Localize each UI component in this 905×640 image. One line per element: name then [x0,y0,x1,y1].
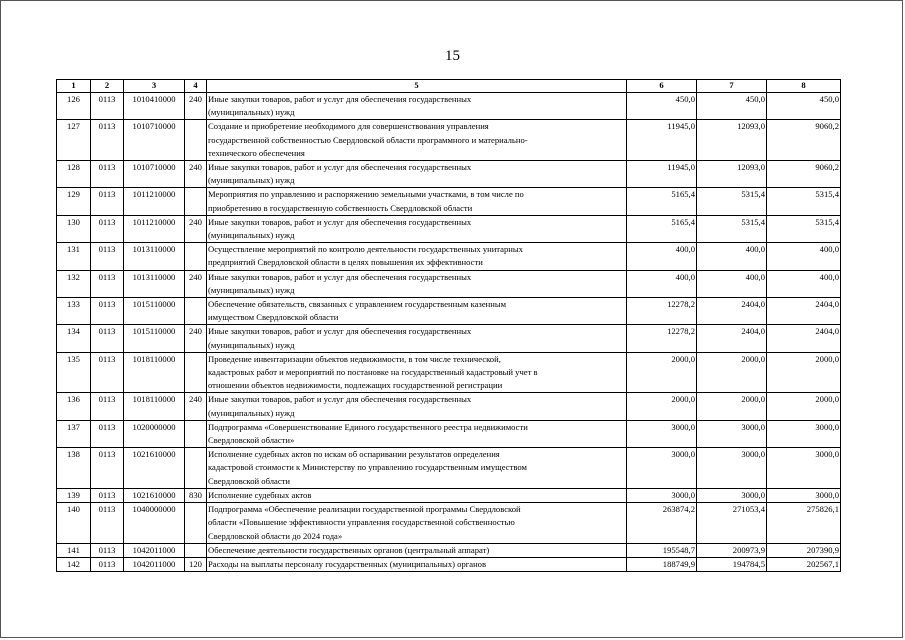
description-cell [207,420,627,447]
table-row [57,557,841,571]
target-code-cell: 1020000000 [124,420,185,447]
description-line: Проведение инвентаризации объектов недвижимости, в том числе технической, [208,353,501,364]
amount-col7-cell: 200973,9 [697,543,767,557]
expense-type-cell [185,543,207,557]
section-code-cell: 0113 [91,93,124,120]
target-code-cell: 1040000000 [124,503,185,544]
amount-col7-cell: 3000,0 [697,420,767,447]
row-number-cell: 137 [57,420,91,447]
amount-col7-cell: 2404,0 [697,325,767,352]
amount-col6-cell: 400,0 [627,270,697,297]
header-cell: 6 [627,80,697,93]
amount-col6-cell: 5165,4 [627,215,697,242]
budget-table [56,79,841,572]
header-row [57,80,841,93]
expense-type-cell [185,298,207,325]
amount-col8-cell: 400,0 [767,270,841,297]
description-line: Подпрограмма «Обеспечение реализации государственной программы Свердловской [208,504,521,515]
amount-col7-cell: 450,0 [697,93,767,120]
target-code-cell: 1011210000 [124,215,185,242]
description-line: Свердловской области» [208,435,295,446]
row-number-cell: 127 [57,120,91,161]
expense-type-cell [185,420,207,447]
section-code-cell: 0113 [91,543,124,557]
description-line: предприятий Свердловской области в целях повышения их эффективности [208,257,483,268]
amount-col7-cell: 3000,0 [697,488,767,502]
description-cell [207,188,627,215]
expense-type-cell [185,352,207,393]
expense-type-cell: 240 [185,325,207,352]
table-row [57,93,841,120]
description-cell [207,120,627,161]
description-line: Осуществление мероприятий по контролю деятельности государственных унитарных [208,244,523,255]
description-line: области «Повышение эффективности управления государственной собственностью [208,517,515,528]
row-number-cell: 133 [57,298,91,325]
section-code-cell: 0113 [91,161,124,188]
amount-col7-cell: 2404,0 [697,298,767,325]
amount-col8-cell: 2404,0 [767,325,841,352]
target-code-cell: 1021610000 [124,448,185,489]
table-row [57,393,841,420]
header-cell: 5 [207,80,627,93]
expense-type-cell [185,503,207,544]
target-code-cell: 1011210000 [124,188,185,215]
amount-col7-cell: 400,0 [697,270,767,297]
expense-type-cell [185,188,207,215]
amount-col8-cell: 450,0 [767,93,841,120]
target-code-cell: 1010410000 [124,93,185,120]
amount-col7-cell: 271053,4 [697,503,767,544]
target-code-cell: 1015110000 [124,298,185,325]
table-body [57,93,841,572]
row-number-cell: 126 [57,93,91,120]
description-cell [207,270,627,297]
row-number-cell: 132 [57,270,91,297]
target-code-cell: 1018110000 [124,352,185,393]
amount-col8-cell: 3000,0 [767,448,841,489]
table-row [57,352,841,393]
amount-col8-cell: 5315,4 [767,215,841,242]
amount-col7-cell: 3000,0 [697,448,767,489]
description-line: кадастровых работ и мероприятий по постановке на государственный кадастровый учет в [208,367,538,378]
amount-col6-cell: 12278,2 [627,298,697,325]
amount-col7-cell: 2000,0 [697,393,767,420]
description-cell [207,298,627,325]
section-code-cell: 0113 [91,188,124,215]
table-row [57,188,841,215]
row-number-cell: 140 [57,503,91,544]
description-line: (муниципальных) нужд [208,407,295,418]
header-cell: 7 [697,80,767,93]
table-row [57,215,841,242]
description-line: Свердловской области до 2024 года» [208,530,343,541]
description-line: имуществом Свердловской области [208,312,339,323]
table-row [57,298,841,325]
expense-type-cell: 240 [185,215,207,242]
row-number-cell: 134 [57,325,91,352]
description-line: технического обеспечения [208,147,305,158]
section-code-cell: 0113 [91,420,124,447]
amount-col6-cell: 188749,9 [627,557,697,571]
description-line: Иные закупки товаров, работ и услуг для обеспечения государственных [208,394,472,405]
description-line: кадастровой стоимости к Министерству по управлению государственным имуществом [208,462,527,473]
description-line: Подпрограмма «Совершенствование Единого государственного реестра недвижимости [208,421,528,432]
section-code-cell: 0113 [91,352,124,393]
amount-col6-cell: 195548,7 [627,543,697,557]
section-code-cell: 0113 [91,120,124,161]
expense-type-cell: 120 [185,557,207,571]
description-cell [207,557,627,571]
table-row [57,488,841,502]
description-line: (муниципальных) нужд [208,339,295,350]
description-line: Исполнение судебных актов [208,489,312,500]
description-cell [207,503,627,544]
row-number-cell: 129 [57,188,91,215]
amount-col6-cell: 5165,4 [627,188,697,215]
amount-col7-cell: 12093,0 [697,161,767,188]
amount-col8-cell: 3000,0 [767,488,841,502]
description-cell [207,215,627,242]
description-cell [207,352,627,393]
header-cell: 2 [91,80,124,93]
table-row [57,270,841,297]
amount-col8-cell: 2404,0 [767,298,841,325]
amount-col7-cell: 2000,0 [697,352,767,393]
row-number-cell: 138 [57,448,91,489]
amount-col7-cell: 5315,4 [697,215,767,242]
description-cell [207,325,627,352]
amount-col6-cell: 3000,0 [627,448,697,489]
section-code-cell: 0113 [91,298,124,325]
row-number-cell: 139 [57,488,91,502]
description-line: Обеспечение деятельности государственных органов (центральный аппарат) [208,544,490,555]
target-code-cell: 1021610000 [124,488,185,502]
target-code-cell: 1042011000 [124,557,185,571]
description-line: отношении объектов недвижимости, подлежащих государственной регистрации [208,380,503,391]
amount-col7-cell: 400,0 [697,243,767,270]
amount-col8-cell: 3000,0 [767,420,841,447]
description-line: Иные закупки товаров, работ и услуг для обеспечения государственных [208,216,472,227]
description-cell [207,161,627,188]
header-cell: 4 [185,80,207,93]
header-cell: 3 [124,80,185,93]
description-cell [207,448,627,489]
expense-type-cell: 240 [185,270,207,297]
amount-col6-cell: 3000,0 [627,488,697,502]
expense-type-cell [185,448,207,489]
header-cell: 1 [57,80,91,93]
description-line: Иные закупки товаров, работ и услуг для обеспечения государственных [208,271,472,282]
section-code-cell: 0113 [91,503,124,544]
description-line: государственной собственностью Свердловской области программного и материально- [208,134,528,145]
amount-col8-cell: 2000,0 [767,393,841,420]
section-code-cell: 0113 [91,243,124,270]
table-row [57,503,841,544]
expense-type-cell [185,243,207,270]
amount-col8-cell: 202567,1 [767,557,841,571]
row-number-cell: 141 [57,543,91,557]
description-line: Мероприятия по управлению и распоряжению земельными участками, в том числе по [208,189,524,200]
expense-type-cell [185,120,207,161]
description-line: (муниципальных) нужд [208,107,295,118]
section-code-cell: 0113 [91,393,124,420]
table-row [57,161,841,188]
description-cell [207,488,627,502]
amount-col8-cell: 275826,1 [767,503,841,544]
description-line: приобретению в государственную собственность Свердловской области [208,202,473,213]
table-row [57,420,841,447]
description-cell [207,93,627,120]
expense-type-cell: 240 [185,93,207,120]
expense-type-cell: 240 [185,161,207,188]
amount-col8-cell: 9060,2 [767,161,841,188]
description-line: Обеспечение обязательств, связанных с управлением государственным казенным [208,299,507,310]
expense-type-cell: 240 [185,393,207,420]
description-cell [207,243,627,270]
amount-col7-cell: 12093,0 [697,120,767,161]
table-row [57,120,841,161]
amount-col6-cell: 11945,0 [627,120,697,161]
description-line: (муниципальных) нужд [208,284,295,295]
description-line: Исполнение судебных актов по искам об оспаривании результатов определения [208,449,500,460]
target-code-cell: 1010710000 [124,120,185,161]
row-number-cell: 142 [57,557,91,571]
description-cell [207,393,627,420]
description-line: Иные закупки товаров, работ и услуг для обеспечения государственных [208,326,472,337]
amount-col8-cell: 2000,0 [767,352,841,393]
section-code-cell: 0113 [91,215,124,242]
amount-col6-cell: 2000,0 [627,352,697,393]
section-code-cell: 0113 [91,557,124,571]
target-code-cell: 1042011000 [124,543,185,557]
section-code-cell: 0113 [91,488,124,502]
section-code-cell: 0113 [91,270,124,297]
page-number: 15 [445,48,460,64]
amount-col6-cell: 11945,0 [627,161,697,188]
amount-col6-cell: 450,0 [627,93,697,120]
amount-col8-cell: 9060,2 [767,120,841,161]
amount-col8-cell: 5315,4 [767,188,841,215]
table-row [57,543,841,557]
amount-col6-cell: 3000,0 [627,420,697,447]
section-code-cell: 0113 [91,448,124,489]
description-line: Свердловской области [208,475,291,486]
row-number-cell: 128 [57,161,91,188]
description-line: (муниципальных) нужд [208,175,295,186]
amount-col8-cell: 207390,9 [767,543,841,557]
target-code-cell: 1015110000 [124,325,185,352]
header-cell: 8 [767,80,841,93]
amount-col6-cell: 400,0 [627,243,697,270]
table-row [57,325,841,352]
description-line: Создание и приобретение необходимого для совершенствования управления [208,121,489,132]
description-line: Расходы на выплаты персоналу государственных (муниципальных) органов [208,558,487,569]
target-code-cell: 1018110000 [124,393,185,420]
amount-col7-cell: 194784,5 [697,557,767,571]
description-cell [207,543,627,557]
description-line: Иные закупки товаров, работ и услуг для обеспечения государственных [208,94,472,104]
table-row [57,243,841,270]
amount-col8-cell: 400,0 [767,243,841,270]
section-code-cell: 0113 [91,325,124,352]
expense-type-cell: 830 [185,488,207,502]
table-row [57,448,841,489]
description-line: Иные закупки товаров, работ и услуг для обеспечения государственных [208,162,472,173]
target-code-cell: 1013110000 [124,243,185,270]
amount-col7-cell: 5315,4 [697,188,767,215]
target-code-cell: 1013110000 [124,270,185,297]
row-number-cell: 135 [57,352,91,393]
description-line: (муниципальных) нужд [208,230,295,241]
amount-col6-cell: 263874,2 [627,503,697,544]
amount-col6-cell: 12278,2 [627,325,697,352]
target-code-cell: 1010710000 [124,161,185,188]
row-number-cell: 131 [57,243,91,270]
amount-col6-cell: 2000,0 [627,393,697,420]
row-number-cell: 136 [57,393,91,420]
row-number-cell: 130 [57,215,91,242]
